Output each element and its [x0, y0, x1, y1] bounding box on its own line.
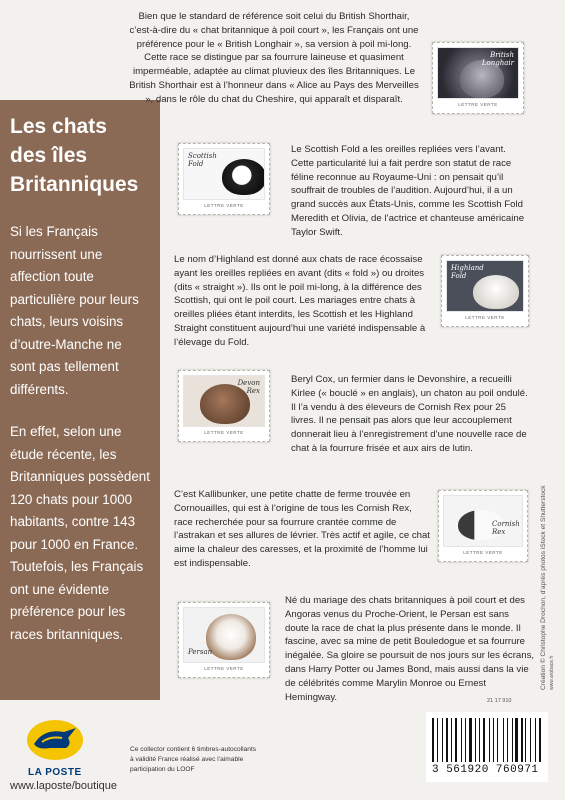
barcode-bar	[475, 718, 476, 762]
barcode-bar	[512, 718, 513, 762]
barcode-bar	[438, 718, 441, 762]
boutique-url[interactable]: www.laposte/boutique	[10, 780, 118, 792]
barcode-bar	[519, 718, 520, 762]
barcode-bar	[515, 718, 518, 762]
designer-website: www.arobace.fr	[549, 655, 555, 690]
sidebar-study: En effet, selon une étude récente, les Britanniques possèdent 120 chats pour 1000 habitants, contre 143 pour 1000 en France. Toutefois, les Français ont une évidente préférence pour les races britanniques.	[10, 424, 150, 642]
la-poste-wordmark: LA POSTE	[28, 767, 82, 778]
barcode-number: 3 561920 760971	[432, 764, 539, 776]
cornish-text: C’est Kallibunker, une petite chatte de ferme trouvée en Cornouailles, qui est à l’origine de tous les Cornish Rex, race recherchée pour sa fourrure crantée comme de l’astrakan et ses allures de lévrier. Très actif et agile, ce chat aime la chaleur des caresses, et la proximité de l’homme lui est indispensable.	[174, 489, 430, 569]
barcode-bar	[469, 718, 472, 762]
devon-text: Beryl Cox, un fermier dans le Devonshire, a recueilli Kirlee (« bouclé » en anglais), un chaton au poil ondulé. Il l’a vendu à des éleveurs de Cornish Rex pour 25 livres. Il ne pensait pas alors que leur accouplement donnerait lieu à l’enregistrement d’une nouvelle race de chat à la fourrure frisée et aux airs de lutin.	[291, 374, 528, 454]
barcode-bar	[503, 718, 505, 762]
stamp-devon-rex: Devon Rex LETTRE VERTE	[178, 370, 270, 442]
barcode-bar	[486, 718, 489, 762]
barcode	[426, 712, 548, 782]
barcode-bar	[451, 718, 452, 762]
barcode-bar	[473, 718, 474, 762]
barcode-bar	[491, 718, 492, 762]
barcode-bar	[453, 718, 454, 762]
barcode-bar	[463, 718, 464, 762]
barcode-bar	[437, 718, 438, 762]
barcode-bar	[483, 718, 485, 762]
barcode-bar	[493, 718, 495, 762]
barcode-bar	[499, 718, 502, 762]
barcode-bar	[455, 718, 458, 762]
stamp-label-highland: Highland Fold	[451, 264, 484, 280]
barcode-bar	[481, 718, 482, 762]
stamp-scottish-fold: Scottish Fold LETTRE VERTE	[178, 143, 270, 215]
barcode-bar	[514, 718, 515, 762]
longhair-text: Bien que le standard de référence soit celui du British Shorthair, c’est-à-dire du « chat britannique à poil court », les Français ont une préférence pour le « British Longhair », sa version à poil mi-long. Cette race se distingue par sa fourrure laineuse et quasiment imperméable, adaptée au climat pluvieux des îles Britanniques. Le British Shorthair est à l’honneur dans « Alice au Pays des Merveilles », dans le rôle du chat du Cheshire, qui apparaît et disparaît.	[129, 11, 419, 105]
page-title: Les chats des îles Britanniques	[10, 115, 139, 196]
barcode-bar	[489, 718, 490, 762]
collector-info: Ce collector contient 6 timbres-autocollants à validité France réalisé avec l’aimable participation du LOOF	[130, 746, 257, 773]
barcode-bar	[465, 718, 467, 762]
stamp-highland-fold: Highland Fold LETTRE VERTE	[441, 255, 529, 327]
barcode-bar	[476, 718, 478, 762]
barcode-bar	[535, 718, 536, 762]
stamp-label-persan: Persan	[188, 648, 213, 656]
barcode-bars	[432, 718, 542, 762]
barcode-bar	[525, 718, 526, 762]
barcode-bar	[442, 718, 443, 762]
barcode-bar	[521, 718, 523, 762]
barcode-bar	[527, 718, 529, 762]
barcode-bar	[505, 718, 506, 762]
highland-text: Le nom d’Highland est donné aux chats de race écossaise ayant les oreilles repliées en avant (dits « fold ») ou droites (dits « straight »). Ils ont le poil mi-long, à la différence des Scottish, qui ont le poil court. Les mariages entre chats à oreilles pliées étant interdits, les Scottish et les Highland Straight constituent aujourd’hui une variété indispensable à l’élevage du Fold.	[174, 254, 426, 348]
barcode-bar	[495, 718, 496, 762]
sidebar-intro: Si les Français nourrissent une affection toute particulière pour leurs chats, leurs voisins d’outre-Manche ne sont pas tellement différents.	[10, 224, 139, 397]
barcode-bar	[539, 718, 541, 762]
barcode-bar	[509, 718, 511, 762]
barcode-bar	[537, 718, 538, 762]
photo-credit: Création © Christophe Drochon, d’après photos iStock et Shutterstock	[540, 485, 547, 690]
stamp-persan: Persan LETTRE VERTE	[178, 602, 270, 678]
barcode-bar	[479, 718, 480, 762]
barcode-bar	[435, 718, 436, 762]
sidebar-panel	[0, 100, 160, 700]
stamp-label-devon: Devon Rex	[237, 379, 260, 395]
barcode-bar	[532, 718, 535, 762]
scottish-text: Le Scottish Fold a les oreilles repliées vers l’avant. Cette particularité lui a fait perdre son statut de race féline reconnue au Royaume-Uni : on pensait qu’il souffrait de troubles de l’audition. Aujourd’hui, il a un grand succès aux États-Unis, comme les Scottish Fold Meredith et Olivia, de l’actrice et chanteuse américaine Taylor Swift.	[291, 144, 525, 238]
barcode-bar	[449, 718, 450, 762]
barcode-bar	[458, 718, 460, 762]
stamp-cornish-rex: Cornish Rex LETTRE VERTE	[438, 490, 528, 562]
barcode-bar	[524, 718, 525, 762]
stamp-british-longhair: British Longhair LETTRE VERTE	[432, 42, 524, 114]
stamp-label-longhair: British Longhair	[481, 51, 514, 67]
persan-text: Né du mariage des chats britanniques à poil court et des Angoras venus du Proche-Orient, le Persan est sans doute la race de chat la plus présente dans le monde. Il fascine, avec sa mine de petit Bouledogue et sa fourrure inégalée. Sa gloire se poursuit de nos jours sur les écrans, dans Harry Potter ou James Bond, mais aussi dans la vie de célébrités comme Marylin Monroe ou Ernest Hemingway.	[285, 595, 535, 703]
barcode-bar	[467, 718, 468, 762]
stamp-label-cornish: Cornish Rex	[492, 520, 520, 536]
barcode-bar	[432, 718, 434, 762]
barcode-bar	[507, 718, 508, 762]
barcode-bar	[461, 718, 462, 762]
barcode-bar	[497, 718, 498, 762]
stamp-label-scottish: Scottish Fold	[188, 152, 217, 168]
barcode-bar	[446, 718, 448, 762]
barcode-bar	[530, 718, 531, 762]
barcode-bar	[444, 718, 446, 762]
reference-number: 21 17 910	[487, 698, 512, 704]
